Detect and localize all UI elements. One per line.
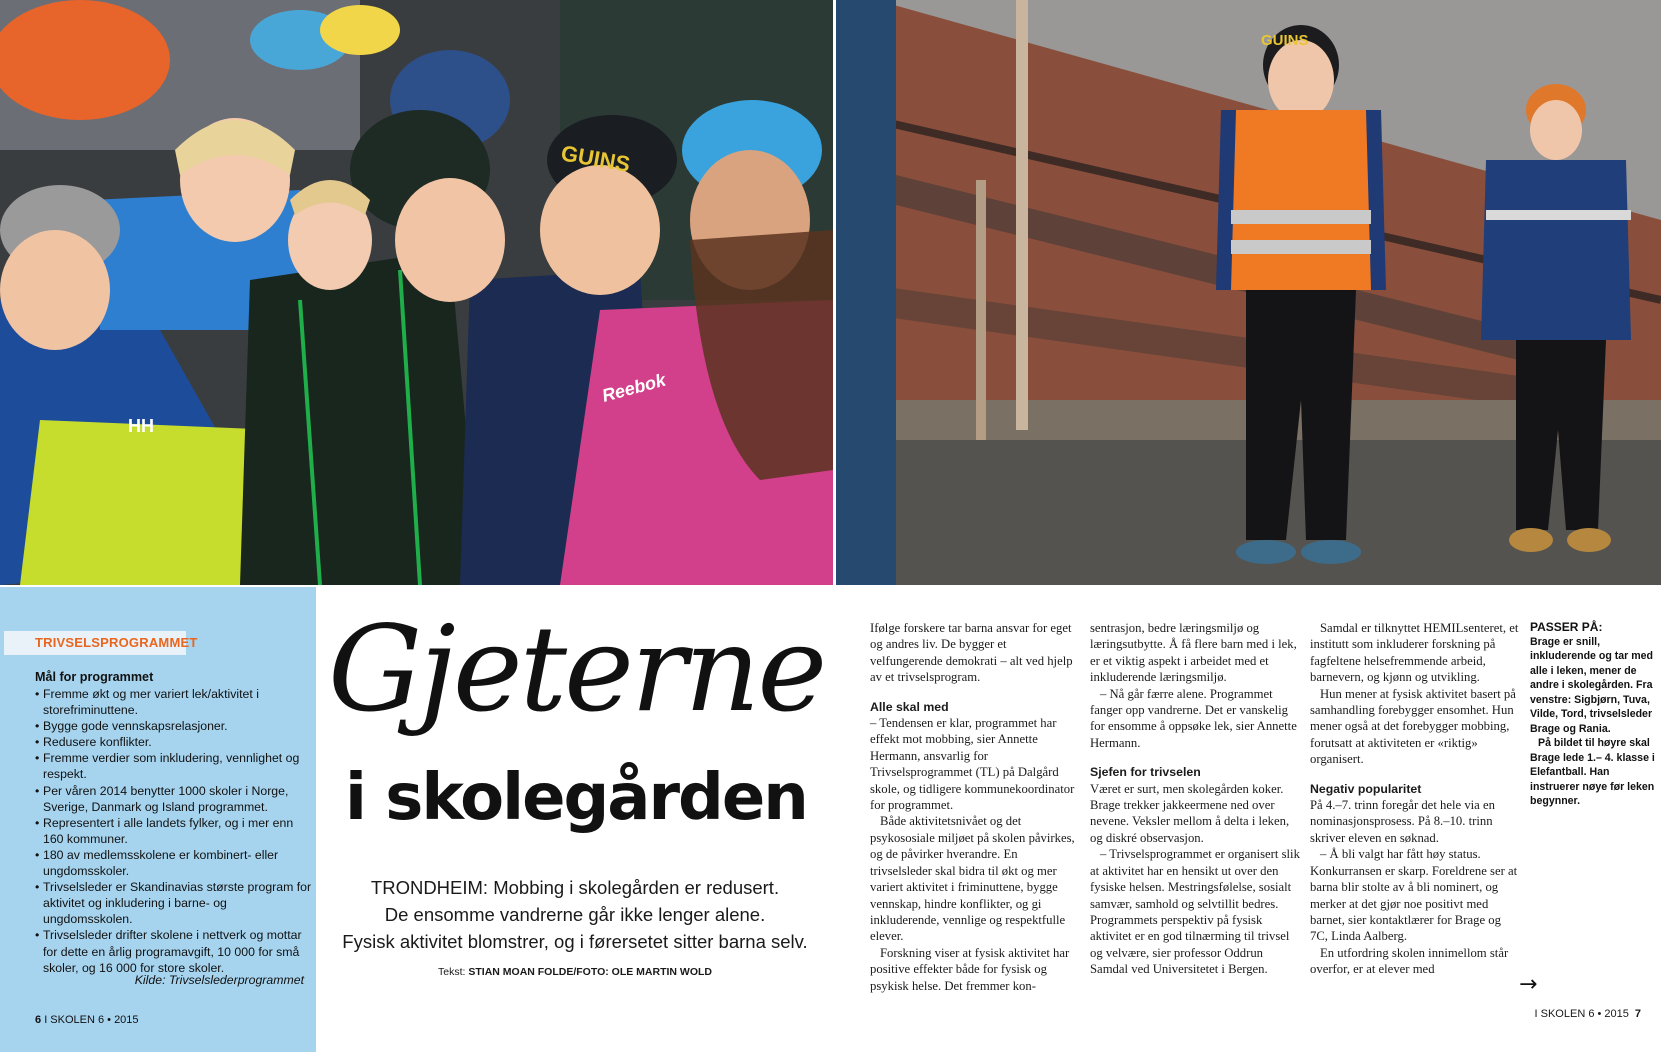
caption-text: Brage er snill, inkluderende og tar med alle i leken, mener de andre i skolegården. Fra venstre: Sigbjørn, Tuva, Vilde, Tord, trivselsleder Brage og Rania. — [1530, 635, 1654, 735]
folio-right — [1535, 1008, 1641, 1020]
factbox-item: • Redusere konflikter. — [35, 734, 313, 750]
factbox-item: • Per våren 2014 benytter 1000 skoler i Norge, Sverige, Danmark og Island programmet. — [35, 783, 313, 815]
page-number-left: 6 — [35, 1014, 42, 1026]
caption-title: PASSER PÅ: — [1530, 620, 1603, 634]
body-paragraph: Ifølge forskere tar barna ansvar for eget og andres liv. De bygger et velfungerende demokrati – alt ved hjelp av et trivselsprogram. — [870, 621, 1073, 685]
byline-names: STIAN MOAN FOLDE/FOTO: OLE MARTIN WOLD — [468, 966, 712, 978]
body-paragraph: På 4.–7. trinn foregår det hele via en nominasjonsprosess. På 8.–10. trinn skriver eleven en søknad. — [1310, 798, 1495, 845]
body-paragraph: Forskning viser at fysisk aktivitet har positive effekter både for fysisk og psykisk helse. Det fremmer kon- — [870, 945, 1070, 993]
factbox-item: • Bygge gode vennskapsrelasjoner. — [35, 718, 313, 734]
factbox-tag: TRIVSELSPROGRAMMET — [4, 631, 186, 655]
factbox-heading: Mål for programmet — [35, 670, 154, 684]
lead-line: TRONDHEIM: Mobbing i skolegården er redusert. — [370, 877, 780, 898]
factbox-item: • Fremme økt og mer variert lek/aktivitet i storefriminuttene. — [35, 686, 313, 718]
subheading: Sjefen for trivselen — [1090, 765, 1201, 780]
beanie-text-left: GUINS — [559, 140, 633, 178]
factbox-source: Kilde: Trivselslederprogrammet — [134, 973, 304, 987]
factbox-item: • 180 av medlemsskolene er kombinert- eller ungdomsskoler. — [35, 847, 313, 879]
body-paragraph: Hun mener at fysisk aktivitet basert på samhandling forebygger ensomhet. Hun mener også at det forebygger mobbing, forutsatt at aktiviteten er «riktig» organisert. — [1310, 686, 1516, 767]
body-paragraph: Både aktivitetsnivået og det psykososiale miljøet på skolen påvirkes, og de påvirker hverandre. En trivselsleder skal bidra til økt og mer variert aktivitet i friminuttene, bygge vennskap, hindre konflikter, og gi inkluderende, vennlige og respektfulle elever. — [870, 814, 1075, 944]
jacket-brand-reebok: Reebok — [599, 369, 668, 406]
body-paragraph: – Å bli valgt har fått høy status. Konkurransen er skarp. Foreldrene ser at barna blir stolte av å bli nominert, og merker at det gjør noe positivt med barnet, sier kontaktlærer for Brage og 7C, Linda Aalberg. — [1310, 847, 1518, 944]
factbox-item: • Representert i alle landets fylker, og i mer enn 160 kommuner. — [35, 815, 313, 847]
photo-schoolyard-illustration — [836, 0, 1661, 585]
subheading: Negativ popularitet — [1310, 781, 1422, 796]
body-column-2 — [1090, 620, 1302, 978]
factbox-sidebar — [0, 587, 316, 1052]
body-paragraph: sentrasjon, bedre læringsmiljø og læringsutbytte. Å få flere barn med i lek, er et viktig aspekt i arbeidet med et inkluderende læringsmiljø. — [1090, 621, 1297, 685]
jacket-brand-hh: HH — [128, 416, 154, 436]
factbox-item: • Trivselsleder er Skandinavias største program for aktivitet og inkludering i barne- og ungdomsskolen. — [35, 879, 313, 927]
factbox-item: • Trivselsleder drifter skolene i nettverk og mottar for dette en årlig programavgift, 10 000 for små skoler, og 16 000 for store skoler. — [35, 927, 313, 975]
body-column-3 — [1310, 620, 1522, 978]
byline — [330, 966, 820, 978]
body-paragraph: – Trivselsprogrammet er organisert slik at aktivitet har en hensikt ut over den fysiske helsen. Mestringsfølelse, sosialt samvær, samhold og selvtillit bedres. Programmets perspektiv på fysisk aktivitet er en god tilnærming til trivsel og velvære, sier professor Oddrun Samdal ved Universitetet i Bergen. — [1090, 847, 1300, 977]
subheading: Alle skal med — [870, 699, 949, 714]
body-paragraph: – Nå går færre alene. Programmet fanger opp vandrerne. Det er vanskelig for ensomme å oppsøke lek, sier Annette Hermann. — [1090, 686, 1297, 750]
body-paragraph: Samdal er tilknyttet HEMILsenteret, et institutt som inkluderer forskning på fagfeltene helsefremmende arbeid, barnevern, og kjønn og utvikling. — [1310, 621, 1519, 685]
beanie-text-right: GUINS — [1261, 32, 1309, 49]
byline-prefix: Tekst: — [438, 966, 469, 978]
factbox-list — [35, 686, 313, 976]
lead-line: Fysisk aktivitet blomstrer, og i førersetet sitter barna selv. — [342, 931, 808, 952]
continue-arrow-icon: → — [1519, 972, 1538, 997]
page-number-right: 7 — [1634, 1008, 1641, 1020]
photo-children-group — [0, 0, 833, 585]
lead-paragraph — [330, 874, 820, 955]
publication-left: I SKOLEN 6 • 2015 — [44, 1014, 139, 1026]
publication-right: I SKOLEN 6 • 2015 — [1534, 1008, 1629, 1020]
body-paragraph: En utfordring skolen innimellom står overfor, er at elever med — [1310, 945, 1509, 977]
photo-children-group-illustration — [0, 0, 833, 585]
photo-captions — [1530, 620, 1655, 809]
photo-schoolyard — [836, 0, 1661, 585]
body-column-1 — [870, 620, 1082, 994]
caption-text: På bildet til høyre skal Brage lede 1.– 4. klasse i Elefantball. Han instruerer nøye før leken begynner. — [1530, 737, 1655, 807]
body-paragraph: Været er surt, men skolegården koker. Brage trekker jakkeermene ned over nevene. Veksler mellom å delta i leken, og diskré observasjon. — [1090, 781, 1290, 845]
folio-left — [35, 1012, 139, 1028]
body-paragraph: – Tendensen er klar, programmet har effekt mot mobbing, sier Annette Hermann, ansvarlig for Trivselsprogrammet (TL) på Dalgård skole, og tidligere kommunekoordinator for programmet. — [870, 716, 1075, 813]
headline-script: Gjeterne — [328, 600, 825, 738]
lead-line: De ensomme vandrerne går ikke lenger alene. — [384, 904, 766, 925]
headline-bold: i skolegården — [345, 761, 807, 835]
factbox-item: • Fremme verdier som inkludering, vennlighet og respekt. — [35, 750, 313, 782]
